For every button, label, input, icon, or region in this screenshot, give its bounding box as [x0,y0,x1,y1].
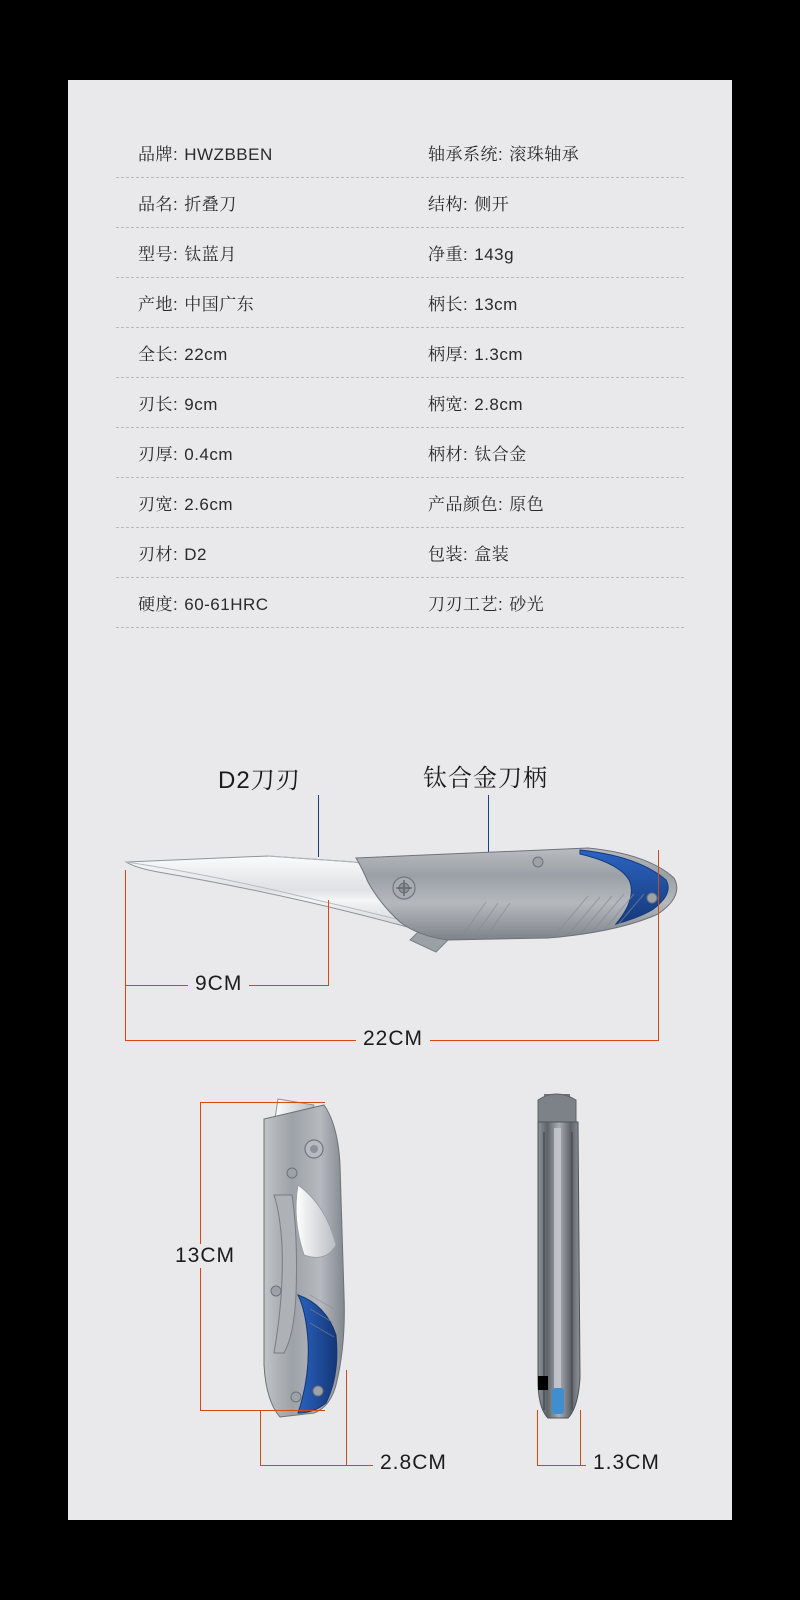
spec-cell-hardness [116,590,406,615]
table-row [116,578,684,628]
spec-cell-packaging [406,540,684,565]
spec-key: 结构: [428,195,469,214]
table-row [116,328,684,378]
knife-folded-side-illustration [240,1095,370,1420]
dim-tick-length-top [200,1102,325,1103]
dim-label-handle-width: 2.8CM [373,1451,454,1475]
spec-value: 侧开 [474,195,510,214]
spec-key: 包装: [428,545,469,564]
spec-value: 60-61HRC [184,595,269,614]
spec-key: 品牌: [138,145,179,164]
spec-cell-brand [116,140,406,165]
spec-value: 0.4cm [184,445,234,464]
spec-value: D2 [184,545,207,564]
table-row [116,128,684,178]
table-row [116,228,684,278]
spec-value: 盒装 [474,545,510,564]
spec-cell-handle-material [406,440,684,465]
spec-value: HWZBBEN [184,145,273,164]
spec-value: 中国广东 [184,295,255,314]
spec-key: 柄长: [428,295,469,314]
spec-value: 砂光 [509,595,545,614]
spec-cell-net-weight [406,240,684,265]
dim-tick-thickness-left [537,1410,538,1465]
callout-blade-material: D2刀刃 [218,767,301,794]
spec-key: 柄材: [428,445,469,464]
dim-tick-thickness-right [580,1410,581,1465]
spec-key: 柄厚: [428,345,469,364]
spec-value: 2.6cm [184,495,234,514]
spec-cell-blade-material [116,540,406,565]
spec-key: 刃长: [138,395,179,414]
spec-value: 钛蓝月 [184,245,237,264]
dim-tick-blade-right [328,900,329,985]
spec-value: 折叠刀 [184,195,237,214]
spec-cell-blade-thickness [116,440,406,465]
product-spec-page [68,80,732,1520]
spec-cell-blade-length [116,390,406,415]
spec-value: 滚珠轴承 [509,145,580,164]
spec-value: 13cm [474,295,518,314]
spec-cell-model [116,240,406,265]
table-row [116,378,684,428]
spec-cell-total-length [116,340,406,365]
spec-key: 刃材: [138,545,179,564]
dim-label-handle-length: 13CM [168,1244,242,1268]
spec-key: 产地: [138,295,179,314]
spec-key: 全长: [138,345,179,364]
table-row [116,478,684,528]
spec-cell-structure [406,190,684,215]
spec-cell-handle-thickness [406,340,684,365]
spec-key: 柄宽: [428,395,469,414]
spec-value: 钛合金 [474,445,527,464]
spec-key: 刃宽: [138,495,179,514]
spec-key: 产品颜色: [428,495,504,514]
spec-cell-product-color [406,490,684,515]
spec-cell-handle-length [406,290,684,315]
spec-value: 原色 [509,495,545,514]
spec-key: 型号: [138,245,179,264]
spec-cell-handle-width [406,390,684,415]
spec-key: 轴承系统: [428,145,504,164]
spec-key: 刀刃工艺: [428,595,504,614]
dim-tick-length-bottom [200,1410,325,1411]
table-row [116,528,684,578]
spec-value: 2.8cm [474,395,524,414]
spec-key: 刃厚: [138,445,179,464]
spec-cell-origin [116,290,406,315]
spec-value: 143g [474,245,515,264]
callout-handle-material: 钛合金刀柄 [423,765,548,792]
dim-tick-width-left [260,1410,261,1465]
dim-label-handle-thickness: 1.3CM [586,1451,667,1475]
spec-cell-product-name [116,190,406,215]
table-row [116,278,684,328]
dim-label-blade: 9CM [188,972,249,996]
knife-open-illustration [118,840,678,965]
spec-value: 22cm [184,345,228,364]
spec-value: 1.3cm [474,345,524,364]
diagram-folded-views [68,1010,732,1520]
table-row [116,178,684,228]
spec-table [116,128,684,628]
knife-spine-illustration [508,1088,618,1428]
spec-value: 9cm [184,395,218,414]
dim-tick-width-right [346,1370,347,1465]
spec-cell-blade-finish [406,590,684,615]
spec-key: 硬度: [138,595,179,614]
spec-key: 净重: [428,245,469,264]
spec-key: 品名: [138,195,179,214]
spec-cell-bearing [406,140,684,165]
table-row [116,428,684,478]
spec-cell-blade-width [116,490,406,515]
dim-label-total: 22CM [356,1027,430,1051]
